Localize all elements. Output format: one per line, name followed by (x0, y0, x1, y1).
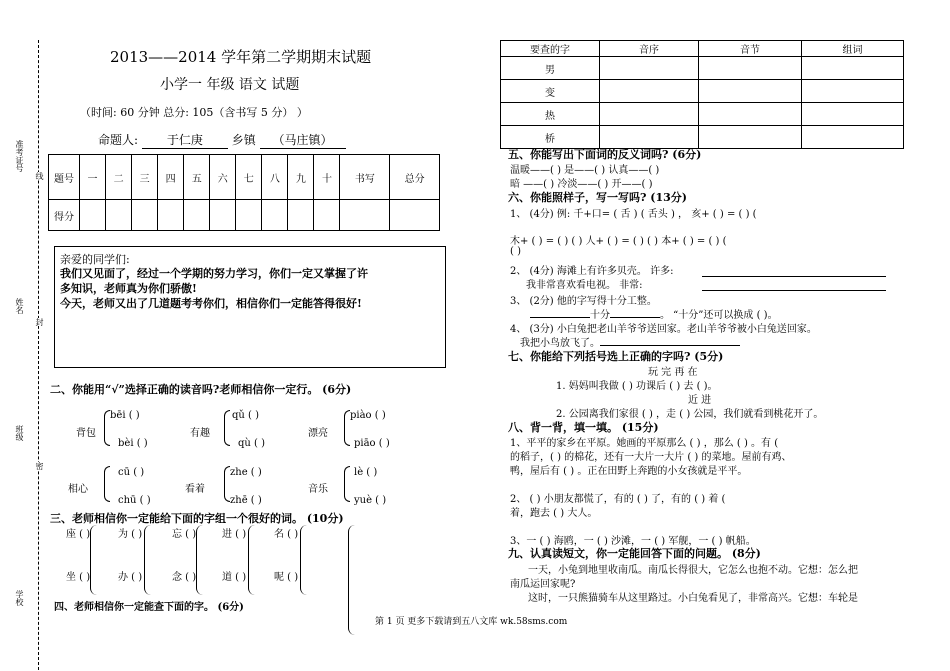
lookup-char: 变 (501, 80, 600, 103)
margin-xing: 姓名 (15, 298, 24, 314)
margin-feng: 封 (35, 318, 44, 326)
q6-line: 我非常喜欢看电视。 非常: (526, 280, 643, 291)
score-cell[interactable] (262, 200, 288, 231)
exam-title: 2013——2014 学年第二学期期末试题 (110, 48, 372, 66)
q3-brace (348, 525, 355, 635)
greeting-line-2: 多知识，老师真为你们骄傲! (60, 282, 197, 295)
author-name: 于仁庚 (142, 131, 228, 149)
lookup-table (500, 40, 904, 149)
lookup-char: 桥 (501, 126, 600, 149)
score-head-cell: 九 (288, 155, 314, 200)
margin-xuexiao: 学校 (15, 590, 24, 606)
q3-brace (144, 525, 151, 595)
q3-brace (90, 525, 97, 595)
q6-line[interactable]: 木+ ( ) = ( ) ( ) 人+ ( ) = ( ) ( ) 本+ ( ) = ( ) ( (510, 236, 727, 247)
score-cell[interactable] (288, 200, 314, 231)
q6-line: 2、 (4分) 海滩上有许多贝壳。 许多: (510, 266, 674, 277)
time-line: （时间: 60 分钟 总分: 105（含书写 5 分） ） (80, 106, 308, 119)
q3-item[interactable]: 坐 ( ) (66, 572, 91, 583)
score-head-cell: 七 (236, 155, 262, 200)
q3-item[interactable]: 为 ( ) (118, 529, 143, 540)
q2-word: 背包 (76, 428, 96, 439)
author-line (98, 131, 346, 149)
lookup-head: 音节 (699, 41, 802, 57)
lookup-char: 热 (501, 103, 600, 126)
q6-blank[interactable] (530, 317, 590, 318)
q9-text: 这时，一只熊猫骑车从这里路过。小白兔看见了，非常高兴。它想：车轮是 (528, 593, 858, 604)
lookup-cell[interactable] (699, 126, 802, 149)
score-cell[interactable] (340, 200, 390, 231)
q2-option[interactable]: piào ( ) (350, 410, 386, 421)
lookup-char: 男 (501, 57, 600, 80)
q7-heading: 七、你能给下列括号选上正确的字吗? (5分) (508, 350, 724, 363)
margin-zkz: 准考证号 (15, 140, 24, 172)
q9-heading: 九、认真读短文，你一定能回答下面的问题。 (8分) (508, 547, 761, 560)
q6-line[interactable] (520, 334, 740, 349)
q5-line-1[interactable]: 温暖——( ) 是——( ) 认真——( ) (510, 165, 660, 176)
q6-heading: 六、你能照样子，写一写吗? (13分) (508, 191, 687, 204)
town-name: （马庄镇） (260, 131, 346, 149)
greeting-line-3: 今天，老师又出了几道题考考你们，相信你们一定能答得很好! (60, 297, 362, 310)
score-cell[interactable] (106, 200, 132, 231)
q8-heading: 八、背一背，填一填。 (15分) (508, 421, 659, 434)
q6-answer-line[interactable] (702, 290, 886, 291)
lookup-cell[interactable] (802, 80, 904, 103)
q2-option[interactable]: zhe ( ) (230, 467, 262, 478)
score-header-row (49, 155, 440, 200)
lookup-cell[interactable] (802, 126, 904, 149)
q6-replace: 。 “十分”还可以换成 ( )。 (660, 310, 778, 321)
q2-brace (104, 466, 110, 502)
score-head-cell: 总分 (390, 155, 440, 200)
lookup-cell[interactable] (699, 57, 802, 80)
q3-item[interactable]: 座 ( ) (66, 529, 91, 540)
score-cell[interactable] (158, 200, 184, 231)
q3-brace (300, 525, 307, 595)
score-table (48, 154, 440, 231)
q2-option[interactable]: zhē ( ) (230, 495, 262, 506)
q9-text: 一天，小兔到地里收南瓜。南瓜长得很大，它怎么也抱不动。它想：怎么把 (528, 565, 858, 576)
score-head-cell: 书写 (340, 155, 390, 200)
q2-option[interactable]: qǔ ( ) (232, 410, 260, 421)
lookup-cell[interactable] (802, 103, 904, 126)
q2-option[interactable]: yuè ( ) (354, 495, 387, 506)
greeting-box (54, 246, 446, 368)
q8-line[interactable]: 着，跑去 ( ) 大人。 (510, 508, 598, 519)
score-cell[interactable] (132, 200, 158, 231)
q6-line[interactable]: 1、 (4分) 例: 千+口= ( 舌 ) ( 舌头 ) ， 亥+ ( ) = ( ) ( (510, 209, 757, 220)
lookup-cell[interactable] (600, 80, 699, 103)
q2-option[interactable]: qù ( ) (238, 438, 266, 449)
q8-line[interactable]: 1、平平的家乡在平原。她画的平原那么 ( ) ，那么 ( ) 。有 ( (510, 438, 779, 449)
q9-text: 南瓜运回家呢? (510, 579, 576, 590)
q2-option[interactable]: bēi ( ) (110, 410, 140, 421)
q7-sentence-2[interactable]: 2. 公园离我们家很 ( ) ，走 ( ) 公园，我们就看到桃花开了。 (556, 409, 824, 420)
q2-option[interactable]: chū ( ) (118, 495, 151, 506)
lookup-cell[interactable] (600, 103, 699, 126)
q8-line[interactable]: 鸭，屋后有 ( ) 。正在田野上奔跑的小女孩就是平平。 (510, 466, 748, 477)
score-head-cell: 十 (314, 155, 340, 200)
binding-line (38, 40, 39, 670)
q8-line[interactable]: 3、一 ( ) 海鸥，一 ( ) 沙滩，一 ( ) 军舰，一 ( ) 帆船。 (510, 536, 756, 547)
q2-heading: 二、你能用“√”选择正确的读音吗?老师相信你一定行。 (6分) (50, 383, 352, 396)
q2-word: 漂亮 (308, 428, 328, 439)
q3-item[interactable]: 名 ( ) (274, 529, 299, 540)
q8-line[interactable]: 2、 ( ) 小朋友都慌了，有的 ( ) 了，有的 ( ) 着 ( (510, 494, 726, 505)
q4-heading: 四、老师相信你一定能查下面的字。 (6分) (54, 602, 244, 613)
lookup-head: 组词 (802, 41, 904, 57)
score-head-cell: 六 (210, 155, 236, 200)
q5-line-2[interactable]: 暗 ——( ) 冷淡——( ) 开——( ) (510, 179, 653, 190)
score-cell[interactable] (80, 200, 106, 231)
q3-brace (196, 525, 203, 595)
q5-heading: 五、你能写出下面词的反义词吗? (6分) (508, 148, 702, 161)
q3-item[interactable]: 办 ( ) (118, 572, 143, 583)
lookup-row (501, 103, 904, 126)
score-label-cell: 得分 (49, 200, 80, 231)
q2-option[interactable]: cū ( ) (118, 467, 145, 478)
q3-heading: 三、老师相信你一定能给下面的字组一个很好的词。 (10分) (50, 512, 344, 525)
q3-item[interactable]: 道 ( ) (222, 572, 247, 583)
q7-sentence-1[interactable]: 1. 妈妈叫我做 ( ) 功课后 ( ) 去 ( )。 (556, 381, 718, 392)
q6-blank[interactable] (600, 345, 740, 346)
q7-words-2: 近 进 (688, 395, 712, 406)
score-cell[interactable] (390, 200, 440, 231)
q3-item[interactable]: 忘 ( ) (172, 529, 197, 540)
q2-brace (224, 410, 230, 446)
q2-word: 有趣 (190, 428, 210, 439)
score-value-row (49, 200, 440, 231)
lookup-row (501, 80, 904, 103)
q2-word: 音乐 (308, 484, 328, 495)
q2-option[interactable]: piāo ( ) (354, 438, 390, 449)
margin-mi: 密 (35, 462, 44, 470)
q2-option[interactable]: lè ( ) (354, 467, 378, 478)
q6-line: 3、 (2分) 他的字写得十分工整。 (510, 296, 657, 307)
lookup-row (501, 57, 904, 80)
greeting-title: 亲爱的同学们: (60, 253, 130, 266)
q2-option[interactable]: bèi ( ) (118, 438, 148, 449)
lookup-cell[interactable] (802, 57, 904, 80)
exam-subtitle: 小学一 年级 语文 试题 (160, 77, 300, 93)
page-footer: 第 1 页 更多下载请到五八文库 wk.58sms.com (375, 617, 568, 627)
q6-shifen: 十分 (590, 310, 610, 321)
lookup-cell[interactable] (600, 57, 699, 80)
q7-words-1: 玩 完 再 在 (648, 367, 698, 378)
margin-xian: 线 (35, 172, 44, 180)
q2-word: 看着 (185, 484, 205, 495)
q6-blank[interactable] (610, 317, 660, 318)
score-cell[interactable] (314, 200, 340, 231)
q2-brace (344, 466, 350, 502)
score-head-cell: 二 (106, 155, 132, 200)
lookup-cell[interactable] (699, 80, 802, 103)
margin-banji: 班级 (15, 425, 24, 441)
q6-line: 4、 (3分) 小白兔把老山羊爷爷送回家。老山羊爷爷被小白兔送回家。 (510, 324, 817, 335)
lookup-head: 要查的字 (501, 41, 600, 57)
score-cell[interactable] (184, 200, 210, 231)
lookup-header-row (501, 41, 904, 57)
q3-item[interactable]: 呢 ( ) (274, 572, 299, 583)
lookup-head: 音序 (600, 41, 699, 57)
score-cell[interactable] (210, 200, 236, 231)
q3-item[interactable]: 进 ( ) (222, 529, 247, 540)
town-label: 乡镇 (231, 133, 256, 147)
score-head-cell: 一 (80, 155, 106, 200)
greeting-line-1: 我们又见面了，经过一个学期的努力学习，你们一定又掌握了许 (60, 267, 368, 280)
score-head-cell: 题号 (49, 155, 80, 200)
q6-line[interactable] (530, 306, 778, 321)
q2-word: 相心 (68, 484, 88, 495)
author-label: 命题人: (98, 133, 139, 147)
q6-line[interactable]: ( ) (510, 246, 521, 257)
q6-answer-line[interactable] (702, 276, 886, 277)
q3-brace (248, 525, 255, 595)
score-head-cell: 四 (158, 155, 184, 200)
score-head-cell: 八 (262, 155, 288, 200)
score-head-cell: 五 (184, 155, 210, 200)
q6-example: 我把小鸟放飞了。 (520, 338, 600, 349)
score-head-cell: 三 (132, 155, 158, 200)
lookup-cell[interactable] (699, 103, 802, 126)
q3-item[interactable]: 念 ( ) (172, 572, 197, 583)
score-cell[interactable] (236, 200, 262, 231)
q8-line[interactable]: 的稻子，( ) 的棉花，还有一大片一大片 ( ) 的菜地。屋前有鸡、 (510, 452, 792, 463)
